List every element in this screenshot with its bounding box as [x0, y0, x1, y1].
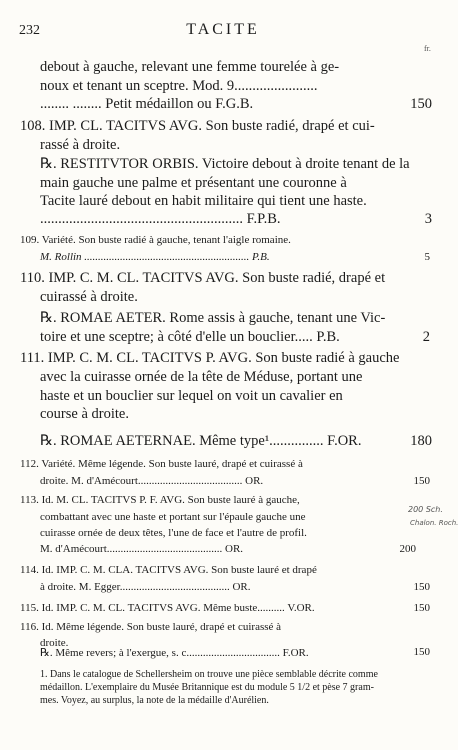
value: 150 [410, 96, 432, 112]
column-label: fr. [424, 44, 431, 53]
entry-line: toire et une sceptre; à côté d'elle un bouclier..... P.B. [40, 329, 340, 345]
entry-line: ℞. RESTITVTOR ORBIS. Victoire debout à droite tenant de la [40, 156, 410, 172]
entry-line: 112. Variété. Même légende. Son buste lauré, drapé et cuirassé à [20, 458, 303, 470]
entry-line: M. d'Amécourt.......................................... OR. [40, 543, 244, 555]
page-number: 232 [19, 23, 40, 38]
entry-line: 114. Id. IMP. C. M. CLA. TACITVS AVG. Son buste lauré et drapé [20, 564, 317, 576]
entry-line: cuirasse ornée de deux têtes, l'une de face et l'autre de profil. [40, 527, 307, 539]
value: 3 [424, 211, 432, 227]
entry-line: ℞. ROMAE AETERNAE. Même type¹............... F.OR. [40, 433, 362, 449]
entry-line: 116. Id. Même légende. Son buste lauré, drapé et cuirassé à [20, 621, 282, 633]
entry-line: M. Rollin ............................................................ P.B. [40, 251, 270, 263]
value: 200 [399, 543, 416, 555]
entry-line: rassé à droite. [40, 137, 121, 153]
entry-line: 115. Id. IMP. C. M. CL. TACITVS AVG. Même buste.......... V.OR. [20, 602, 315, 614]
entry-line: noux et tenant un sceptre. Mod. 9....................... [40, 78, 318, 94]
entry-line: ℞. ROMAE AETER. Rome assis à gauche, tenant une Vic- [40, 310, 386, 326]
footnote [40, 668, 432, 707]
value: 150 [413, 602, 430, 614]
value: 5 [424, 251, 430, 263]
running-title: TACITE [186, 21, 260, 38]
entry-line: 113. Id. M. CL. TACITVS P. F. AVG. Son buste lauré à gauche, [20, 494, 300, 506]
entry-line: Tacite lauré debout en habit militaire qui tient une haste. [40, 193, 367, 209]
entry-line: 110. IMP. C. M. CL. TACITVS AVG. Son buste radié, drapé et [20, 270, 386, 286]
footnote-line: médaillon. L'exemplaire du Musée Britannique est du module 5 1/2 et pèse 7 gram- [40, 682, 374, 693]
value: 150 [413, 475, 430, 487]
value: 2 [422, 329, 430, 345]
entry-line: cuirassé à droite. [40, 289, 138, 305]
entry-line: ℞. Même revers; à l'exergue, s. c.................................. F.OR. [40, 647, 309, 659]
margin-note: 200 Sch. [408, 505, 443, 514]
footnote-line: 1. Dans le catalogue de Schellersheim on trouve une pièce semblable décrite comme [40, 669, 378, 680]
footnote-line: mes. Voyez, au surplus, la note de la médaille d'Aurélien. [40, 695, 269, 706]
entry-line: droite. [40, 637, 69, 649]
entry-line: ........................................................ F.P.B. [40, 211, 281, 227]
entry-line: 109. Variété. Son buste radié à gauche, tenant l'aigle romaine. [20, 234, 291, 246]
entry-line: combattant avec une haste et portant sur l'épaule gauche une [40, 511, 306, 523]
entry-line: à droite. M. Egger........................................ OR. [40, 581, 251, 593]
value: 180 [410, 433, 432, 449]
entry-line: 111. IMP. C. M. CL. TACITVS P. AVG. Son buste radié à gauche [20, 350, 400, 366]
entry-line: avec la cuirasse ornée de la tête de Méduse, portant une [40, 369, 363, 385]
entry-line: haste et un bouclier sur lequel on voit un cavalier en [40, 388, 343, 404]
entry-line: debout à gauche, relevant une femme tourelée à ge- [40, 59, 340, 75]
value: 150 [413, 581, 430, 593]
entry-line: ........ ........ Petit médaillon ou F.G.B. [40, 96, 254, 112]
entry-line: 108. IMP. CL. TACITVS AVG. Son buste radié, drapé et cui- [20, 118, 375, 134]
entry-line: main gauche une palme et présentant une couronne à [40, 175, 347, 191]
value: 150 [413, 646, 430, 658]
entry-line: course à droite. [40, 406, 129, 422]
entry-line: droite. M. d'Amécourt...................................... OR. [40, 475, 264, 487]
margin-note: Chalon. Roch. [410, 519, 458, 527]
